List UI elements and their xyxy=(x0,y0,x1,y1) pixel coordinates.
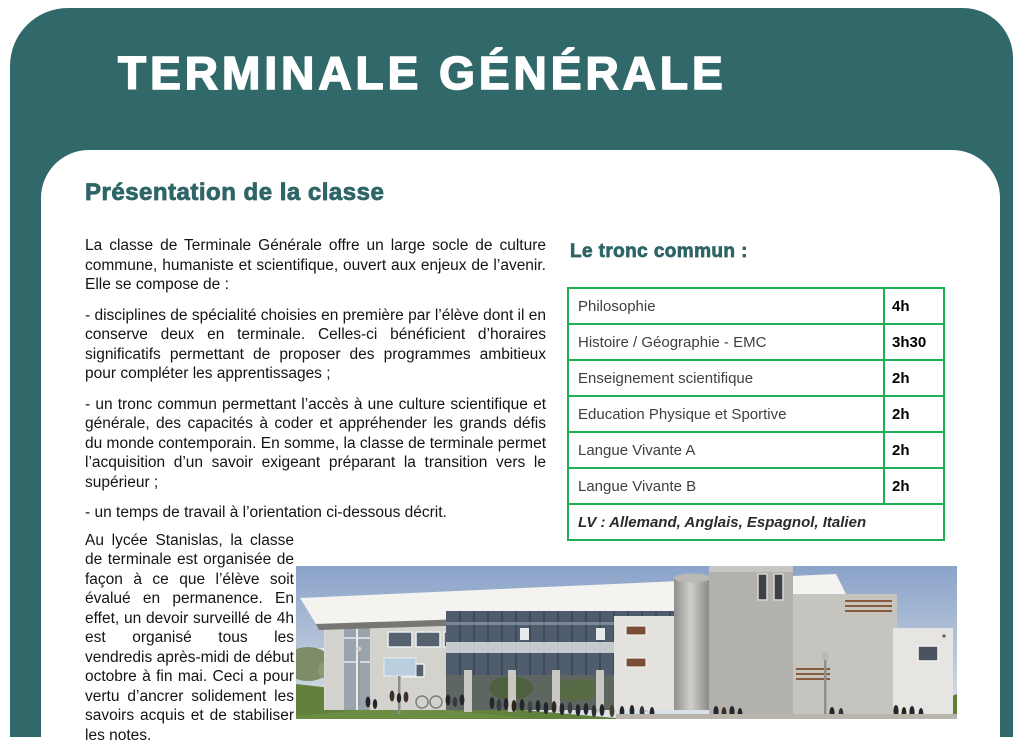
paragraph-orientation: - un temps de travail à l’orientation ci-dessous décrit. xyxy=(85,504,447,521)
subject-cell: Langue Vivante A xyxy=(568,432,884,468)
hours-cell: 2h xyxy=(884,360,944,396)
paragraph-intro: La classe de Terminale Générale offre un large socle de culture commune, humaniste et scientifique, ouvert aux enjeux de l’avenir. Elle se compose de : xyxy=(85,237,546,293)
tronc-commun-heading: Le tronc commun : xyxy=(570,241,748,262)
table-row xyxy=(568,288,944,324)
subject-cell: Philosophie xyxy=(568,288,884,324)
subject-cell: Enseignement scientifique xyxy=(568,360,884,396)
paragraph-stanislas: Au lycée Stanislas, la classe de terminale est organisée de façon à ce que l’élève soit évalué en permanence. En effet, un devoir surveillé de 4h est organisé tous les vendredis après-midi de début octobre à fin mai. Ceci a pour vertu d’ancrer solidement les savoirs acquis et de stabiliser les notes. xyxy=(85,531,294,744)
hours-cell: 2h xyxy=(884,468,944,504)
subject-cell: Histoire / Géographie - EMC xyxy=(568,324,884,360)
table-row xyxy=(568,432,944,468)
school-building-photo xyxy=(296,566,957,719)
hours-cell: 2h xyxy=(884,396,944,432)
languages-footnote: LV : Allemand, Anglais, Espagnol, Italien xyxy=(568,504,944,540)
page-title: TERMINALE GÉNÉRALE xyxy=(118,47,727,99)
table-row xyxy=(568,468,944,504)
hours-cell: 2h xyxy=(884,432,944,468)
hours-cell: 4h xyxy=(884,288,944,324)
tronc-commun-table xyxy=(567,287,945,541)
table-row xyxy=(568,360,944,396)
paragraph-specialites: - disciplines de spécialité choisies en première par l’élève dont il en conserve deux en terminale. Celles-ci bénéficient d’horaires significatifs permettant de proposer des programmes ambitieux pour compléter les apprentissages ; xyxy=(85,306,546,382)
paragraph-tronc-commun: - un tronc commun permettant l’accès à une culture scientifique et générale, des capacités à coder et appréhender les grands défis du monde contemporain. En somme, la classe de terminale permet l’acquisition d’un savoir exigeant préparant la transition vers le supérieur ; xyxy=(85,395,546,491)
table-footnote-row xyxy=(568,504,944,540)
subject-cell: Education Physique et Sportive xyxy=(568,396,884,432)
hours-cell: 3h30 xyxy=(884,324,944,360)
presentation-heading: Présentation de la classe xyxy=(85,179,385,206)
table-row xyxy=(568,396,944,432)
table-row xyxy=(568,324,944,360)
subject-cell: Langue Vivante B xyxy=(568,468,884,504)
